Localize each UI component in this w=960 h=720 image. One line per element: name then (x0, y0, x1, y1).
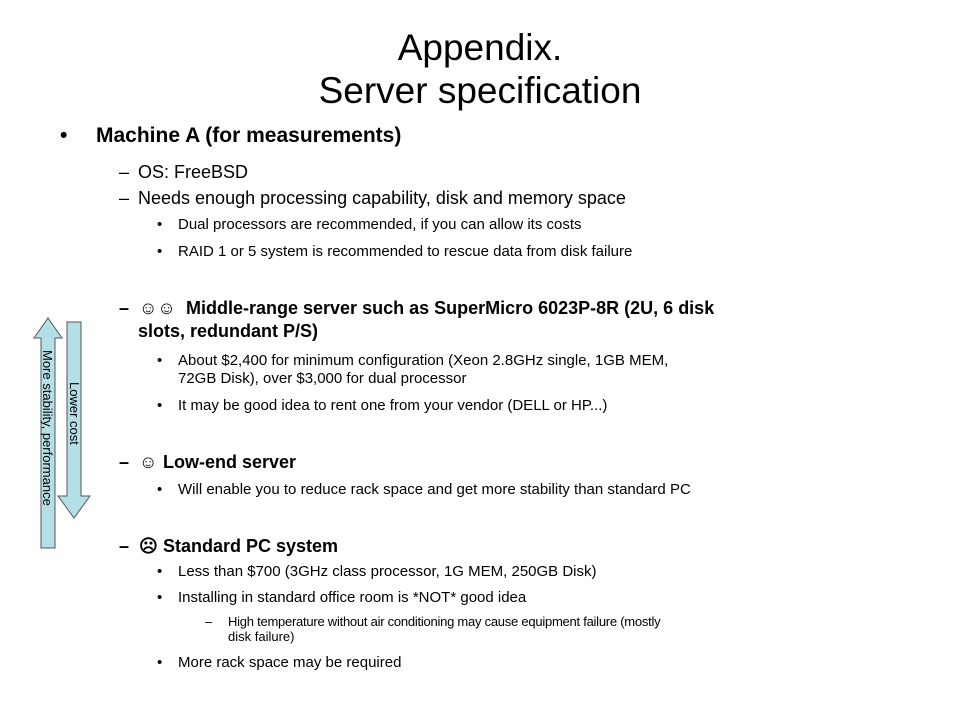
sub-bullet: • (157, 397, 163, 414)
machine-heading: Machine A (for measurements) (96, 124, 402, 147)
bullet-dot: • (60, 124, 68, 147)
low-end-label: Low-end server (163, 452, 297, 472)
needs-text: Needs enough processing capability, disk and memory space (138, 188, 626, 208)
dash-bullet: – (119, 536, 130, 556)
middle-range-line-1: Middle-range server such as SuperMicro 6023P-8R (2U, 6 disk (186, 298, 715, 318)
stability-cost-arrows (0, 0, 110, 560)
smiley-icon: ☺ (139, 452, 158, 472)
middle-item-2: It may be good idea to rent one from your vendor (DELL or HP...) (178, 397, 608, 414)
needs-item-1: Dual processors are recommended, if you can allow its costs (178, 216, 582, 233)
dash-bullet: – (119, 162, 130, 182)
middle-range-line-2: slots, redundant P/S) (138, 321, 319, 341)
needs-item-2: RAID 1 or 5 system is recommended to rescue data from disk failure (178, 243, 633, 260)
sub-bullet: • (157, 654, 163, 671)
sub-bullet: • (157, 352, 163, 369)
title-line-1: Appendix. (397, 27, 563, 68)
standard-sub-item-line-1: High temperature without air conditioning may cause equipment failure (mostly (228, 614, 661, 629)
sub-bullet: • (157, 216, 163, 233)
standard-last-item: More rack space may be required (178, 654, 402, 671)
slide-title (0, 26, 960, 112)
standard-item-1: Less than $700 (3GHz class processor, 1G MEM, 250GB Disk) (178, 563, 597, 580)
dash-bullet: – (119, 298, 130, 318)
middle-item-1-line-2: 72GB Disk), over $3,000 for dual processor (178, 370, 467, 387)
standard-item-2: Installing in standard office room is *NOT* good idea (178, 589, 527, 606)
sub-bullet: • (157, 563, 163, 580)
double-smiley-icon: ☺☺ (139, 298, 176, 318)
os-text: OS: FreeBSD (138, 162, 249, 182)
standard-sub-item-line-2: disk failure) (228, 629, 295, 644)
title-line-2: Server specification (318, 70, 642, 111)
dash-bullet: – (205, 614, 213, 629)
middle-item-1-line-1: About $2,400 for minimum configuration (Xeon 2.8GHz single, 1GB MEM, (178, 352, 669, 369)
sub-bullet: • (157, 589, 163, 606)
sub-bullet: • (157, 243, 163, 260)
low-end-item-1: Will enable you to reduce rack space and get more stability than standard PC (178, 481, 691, 498)
dash-bullet: – (119, 188, 130, 208)
dash-bullet: – (119, 452, 130, 472)
down-arrow-label: Lower cost (67, 382, 82, 445)
sub-bullet: • (157, 481, 163, 498)
up-arrow-label: More stability, performance (40, 350, 55, 506)
standard-pc-label: Standard PC system (163, 536, 339, 556)
frown-icon: ☹ (139, 536, 158, 556)
